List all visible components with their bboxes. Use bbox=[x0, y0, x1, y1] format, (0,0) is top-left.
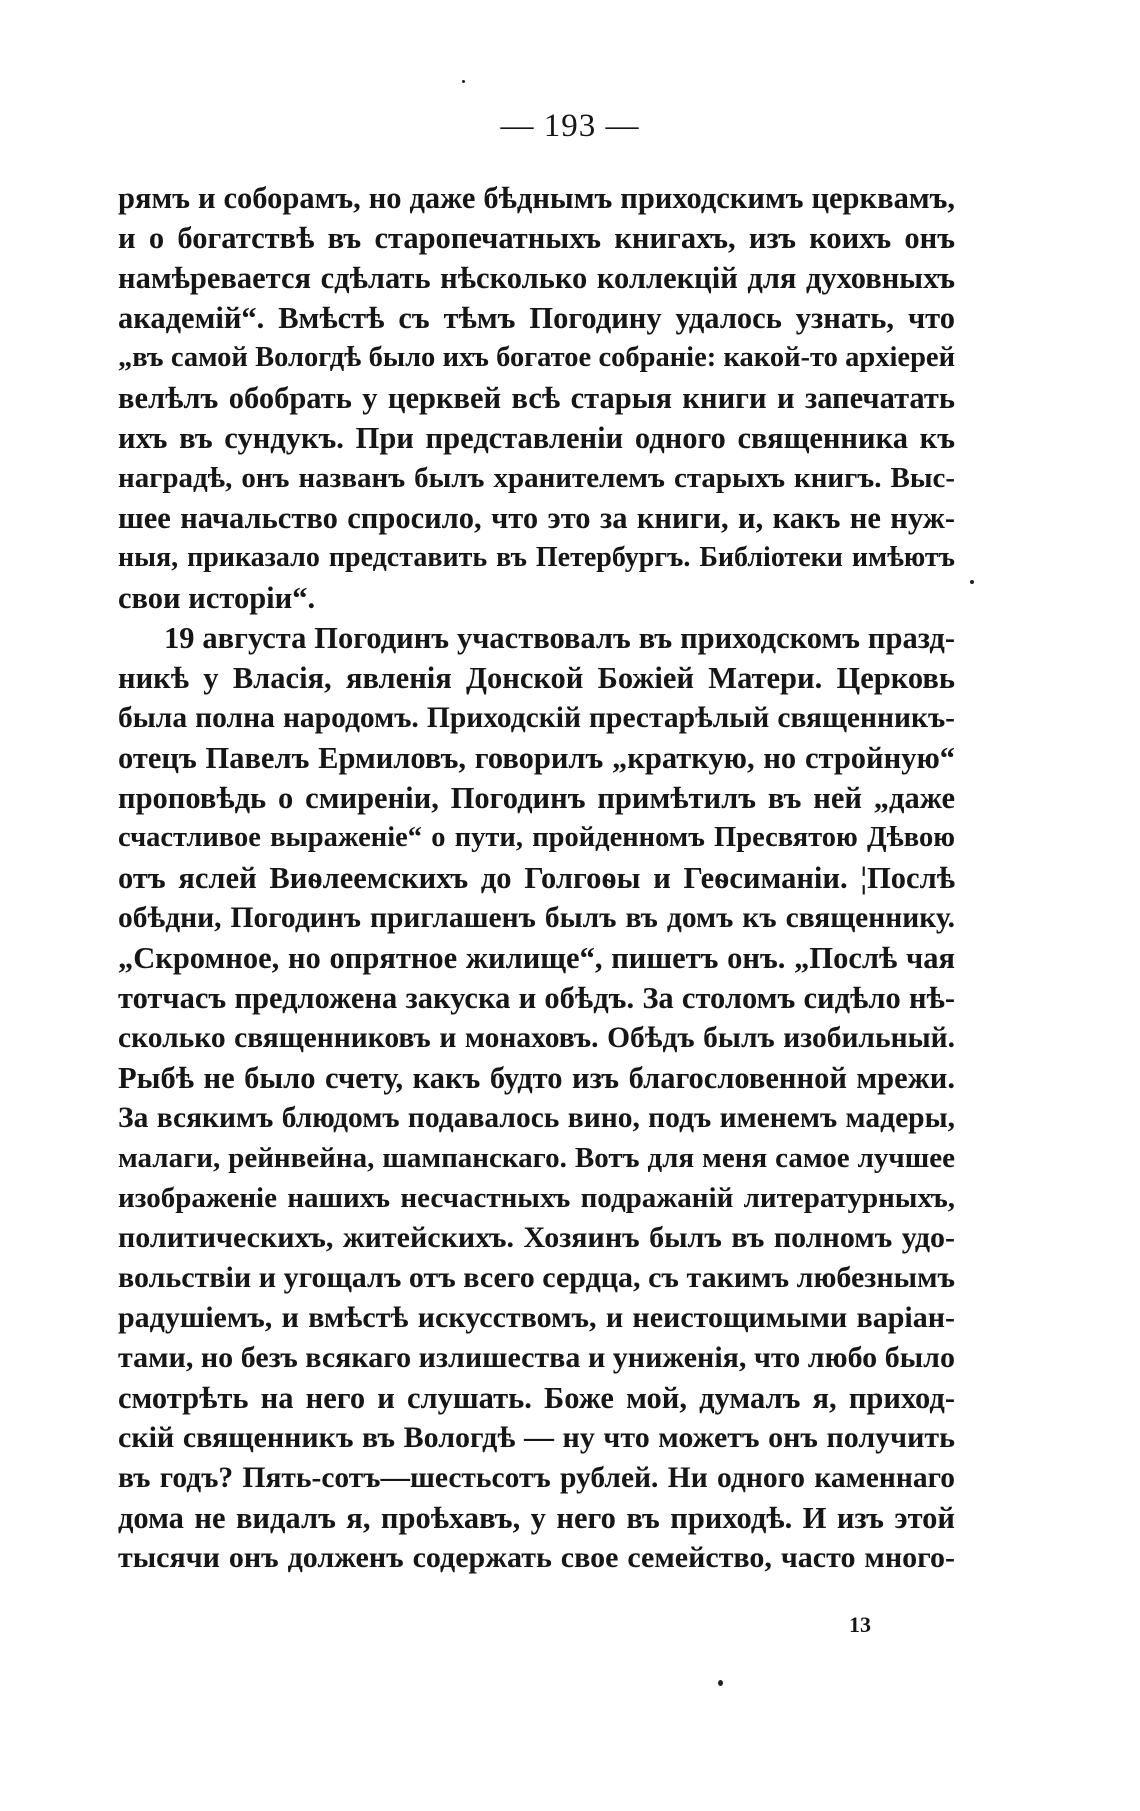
text-line: шее начальство спросило, что это за книги, и, какъ не нуж- bbox=[118, 501, 955, 535]
text-line: скій священникъ въ Вологдѣ — ну что можетъ онъ получить bbox=[118, 1421, 955, 1454]
text-line: „въ самой Вологдѣ было ихъ богатое собраніе: какой-то архіерей bbox=[118, 342, 955, 373]
signature-mark: 13 bbox=[849, 1612, 871, 1637]
text-line: проповѣдь о смиреніи, Погодинъ примѣтилъ въ ней „даже bbox=[118, 781, 955, 815]
text-line: намѣревается сдѣлать нѣсколько коллекцій для духовныхъ bbox=[118, 261, 955, 295]
text-line: была полна народомъ. Приходскій престарѣлый священникъ- bbox=[118, 702, 955, 734]
text-line: За всякимъ блюдомъ подавалось вино, подъ именемъ мадеры, bbox=[118, 1102, 955, 1134]
print-speck bbox=[970, 580, 974, 584]
text-line: изображеніе нашихъ несчастныхъ подражаній литературныхъ, bbox=[118, 1182, 955, 1214]
text-line: никѣ у Власія, явленія Донской Божіей Матери. Церковь bbox=[118, 661, 955, 695]
text-line: наградѣ, онъ названъ былъ хранителемъ старыхъ книгъ. Выс- bbox=[118, 462, 955, 494]
print-speck bbox=[462, 80, 465, 83]
text-line: тысячи онъ долженъ содержать свое семейство, часто много- bbox=[118, 1541, 955, 1574]
text-line: смотрѣть на него и слушать. Боже мой, думалъ я, приход- bbox=[118, 1381, 955, 1415]
text-line: велѣлъ обобрать у церквей всѣ старыя книги и запечатать bbox=[118, 381, 955, 415]
text-line: 19 августа Погодинъ участвовалъ въ приходскомъ празд- bbox=[164, 621, 955, 655]
page-number: — 193 — bbox=[500, 108, 640, 144]
text-line: свои исторіи“. bbox=[118, 581, 316, 615]
body-text bbox=[118, 178, 955, 1578]
text-line: сколько священниковъ и монаховъ. Обѣдъ былъ изобильный. bbox=[118, 1022, 955, 1054]
text-line: счастливое выраженіе“ о пути, пройденномъ Пресвятою Дѣвою bbox=[118, 822, 955, 853]
print-speck bbox=[718, 1680, 723, 1686]
text-line: „Скромное, но опрятное жилище“, пишетъ онъ. „Послѣ чая bbox=[118, 941, 955, 975]
text-line: отъ яслей Виѳлеемскихъ до Голгоѳы и Геѳсиманіи. ¦Послѣ bbox=[118, 861, 955, 895]
text-line: тами, но безъ всякаго излишества и униженія, что любо было bbox=[118, 1341, 955, 1374]
text-line: обѣдни, Погодинъ приглашенъ былъ въ домъ къ священнику. bbox=[118, 902, 955, 934]
text-line: академій“. Вмѣстѣ съ тѣмъ Погодину удалось узнать, что bbox=[118, 301, 955, 335]
text-line: дома не видалъ я, проѣхавъ, у него въ приходѣ. И изъ этой bbox=[118, 1501, 955, 1535]
text-line: отецъ Павелъ Ермиловъ, говорилъ „краткую, но стройную“ bbox=[118, 741, 955, 775]
text-line: рямъ и соборамъ, но даже бѣднымъ приходскимъ церквамъ, bbox=[118, 181, 955, 215]
text-line: политическихъ, житейскихъ. Хозяинъ былъ въ полномъ удо- bbox=[118, 1221, 955, 1254]
text-line: въ годъ? Пять-сотъ—шестьсотъ рублей. Ни одного каменнаго bbox=[118, 1462, 955, 1494]
text-line: радушіемъ, и вмѣстѣ искусствомъ, и неистощимыми варіан- bbox=[118, 1301, 955, 1334]
text-line: ныя, приказало представить въ Петербургъ. Библіотеки имѣютъ bbox=[118, 542, 955, 573]
text-line: и о богатствѣ въ старопечатныхъ книгахъ, изъ коихъ онъ bbox=[118, 221, 955, 255]
text-line: тотчасъ предложена закуска и обѣдъ. За столомъ сидѣло нѣ- bbox=[118, 981, 955, 1015]
text-line: малаги, рейнвейна, шампанскаго. Вотъ для меня самое лучшее bbox=[118, 1142, 955, 1174]
text-line: вольствіи и угощалъ отъ всего сердца, съ такимъ любезнымъ bbox=[118, 1261, 955, 1294]
text-line: ихъ въ сундукъ. При представленіи одного священника къ bbox=[118, 421, 955, 455]
text-line: Рыбѣ не было счету, какъ будто изъ благословенной мрежи. bbox=[118, 1061, 955, 1095]
